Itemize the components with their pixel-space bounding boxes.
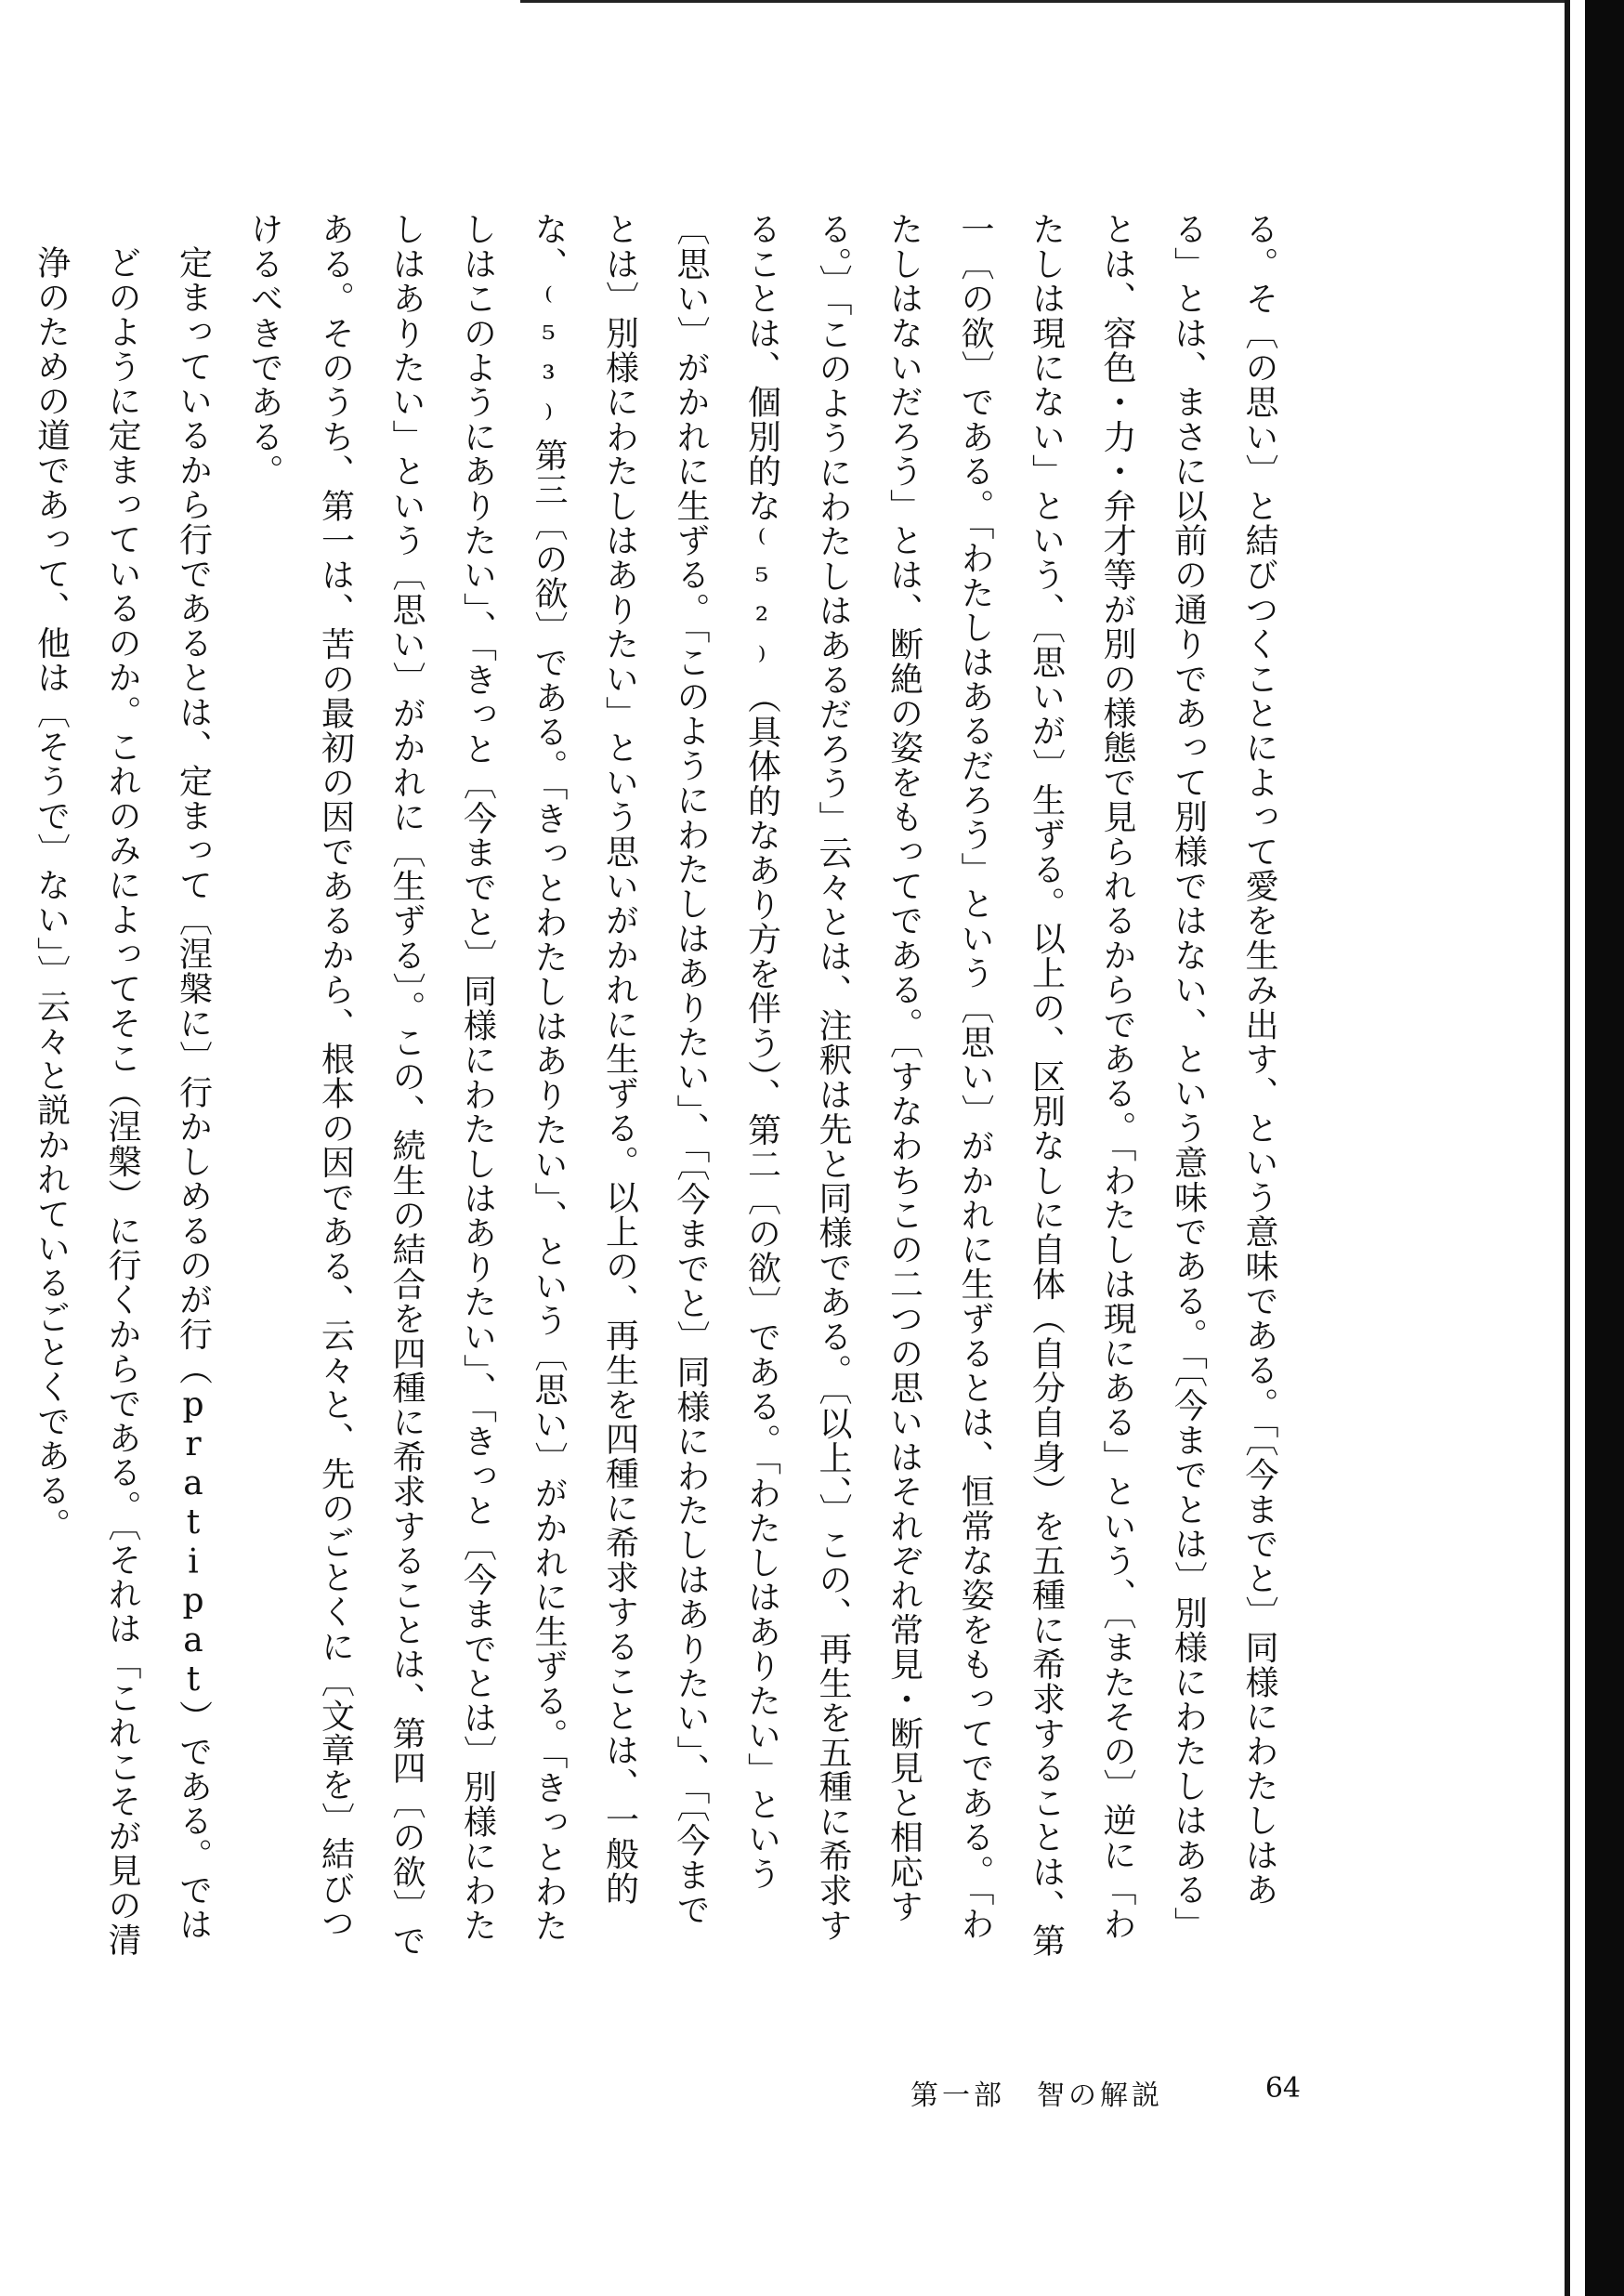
running-head: 第一部 智の解説 (910, 2080, 1163, 2112)
paragraph (0, 212, 15, 1959)
paragraph: る。そ〔の思い〕と結びつくことによって愛を生み出す、という意味である。「〔今までと〕同様にわたしはある」とは、まさに以前の通りであって別様ではない、という意味である。「〔今までとは〕別様にわたしはある」とは、容色・力・弁才等が別の様態で見られるからである。「わたしは現にある」という、〔またその〕逆に「わたしは現にない」という、〔思いが〕生ずる。以上の、区別なしに自体（自分自身）を五種に希求することは、第一〔の欲〕である。「わたしはあるだろう」という〔思い〕がかれに生ずるとは、恒常な姿をもってである。「わたしはないだろう」とは、断絶の姿をもってである。〔すなわちこの二つの思いはそれぞれ常見・断見と相応する。〕「このようにわたしはあるだろう」云々とは、注釈は先と同様である。〔以上、〕この、再生を五種に希求することは、個別的な⁽⁵²⁾（具体的なあり方を伴う）、第二〔の欲〕である。「わたしはありたい」という〔思い〕がかれに生ずる。「このようにわたしはありたい」、「〔今までと〕同様にわたしはありたい」、「〔今までとは〕別様にわたしはありたい」という思いがかれに生ずる。以上の、再生を四種に希求することは、一般的な、⁽⁵³⁾第三〔の欲〕である。「きっとわたしはありたい」、という〔思い〕がかれに生ずる。「きっとわたしはこのようにありたい」、「きっと〔今までと〕同様にわたしはありたい」、「きっと〔今までとは〕別様にわたしはありたい」という〔思い〕がかれに〔生ずる〕。この、続生の結合を四種に希求することは、第四〔の欲〕である。そのうち、第一は、苦の最初の因であるから、根本の因である、云々と、先のごとくに〔文章を〕結びつけるべきである。 (245, 212, 1278, 1959)
binding-strip (1585, 0, 1624, 2296)
paragraph: 定まっているから行であるとは、定まって〔涅槃に〕行かしめるのが行（pratipat）である。ではどのように定まっているのか。これのみによってそこ（涅槃）に行くからである。〔それは「これこそが見の清浄のための道であって、他は〔そうで〕ない」〕云々と説かれているごとくである。 (32, 245, 213, 1957)
page-footer (910, 2072, 1301, 2119)
page-number: 64 (1264, 2072, 1301, 2105)
top-edge-line (520, 0, 1570, 3)
binding-line (1565, 0, 1570, 2296)
body-text (32, 212, 1294, 1959)
